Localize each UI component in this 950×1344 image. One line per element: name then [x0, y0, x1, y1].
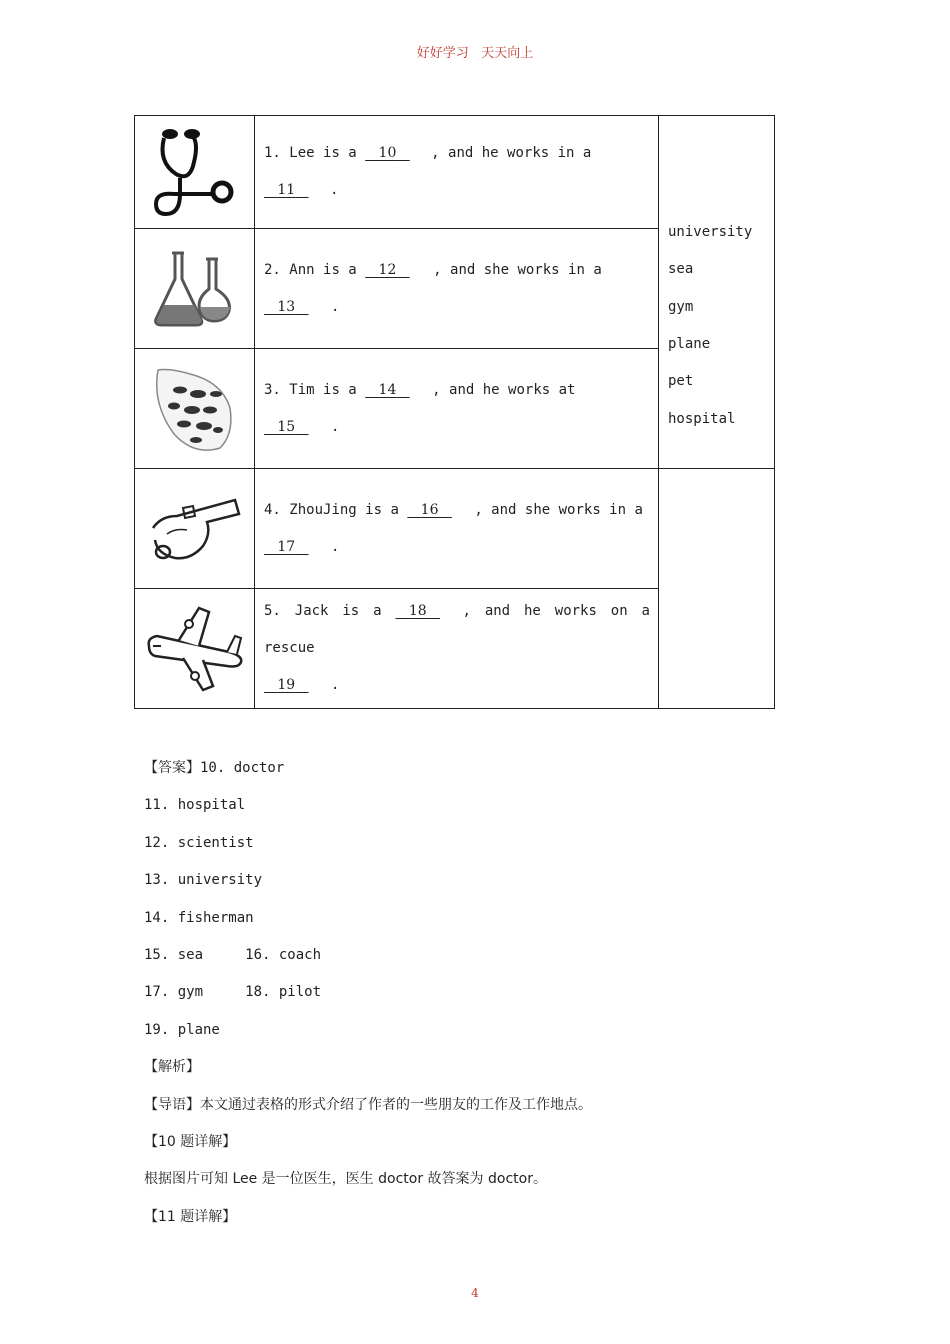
question-text: .	[331, 298, 340, 315]
question-text: , and he works at	[432, 381, 576, 398]
answer-blank[interactable]: 10	[378, 145, 397, 161]
question-text: .	[330, 182, 339, 198]
analysis-label: 【解析】	[144, 1059, 200, 1076]
question-text: , and he works in a	[431, 145, 592, 161]
question-3	[255, 349, 659, 469]
answer-blank[interactable]: 16	[420, 501, 439, 518]
whistle-icon	[147, 494, 243, 564]
answer-blank[interactable]: 19	[277, 677, 296, 693]
question-number: 2.	[264, 261, 281, 278]
word-bank-item: sea	[668, 261, 694, 278]
answer-blank[interactable]: 12	[378, 261, 397, 278]
page-header: 好好学习 天天向上	[416, 46, 534, 61]
answer-blank[interactable]: 18	[408, 603, 427, 619]
picture-cell	[135, 349, 255, 469]
question-number: 5.	[264, 603, 281, 619]
question-text: .	[331, 418, 340, 435]
question-2	[255, 229, 659, 349]
question-text: Ann is a	[289, 261, 357, 278]
answer-line: 13. university	[144, 872, 263, 889]
word-bank	[659, 116, 775, 469]
question-text: .	[331, 677, 340, 693]
answer-section	[144, 750, 592, 1236]
intro-label: 【导语】	[144, 1096, 200, 1113]
answer-line: 11. hospital	[144, 797, 246, 814]
question-4	[255, 469, 659, 589]
question-text: , and she works in a	[474, 501, 643, 518]
intro-line	[144, 1087, 592, 1124]
answer-blank[interactable]: 13	[277, 298, 296, 315]
airplane-icon	[143, 602, 247, 696]
q10-label: 【10 题详解】	[144, 1134, 237, 1151]
question-1	[255, 116, 659, 229]
word-bank-item: plane	[668, 336, 711, 352]
picture-cell	[135, 589, 255, 709]
word-bank-item: pet	[668, 373, 694, 390]
picture-cell	[135, 229, 255, 349]
answer-blank[interactable]: 17	[277, 538, 296, 555]
answer-blank[interactable]: 11	[277, 182, 296, 198]
answer-blank[interactable]: 14	[378, 381, 397, 398]
question-text: Jack is a	[294, 603, 382, 619]
question-text: , and he works on a rescue	[264, 603, 650, 656]
answer-line: 12. scientist	[144, 834, 254, 851]
answer-line: 14. fisherman	[144, 909, 254, 926]
answer-line: 【答案】10. doctor	[144, 760, 285, 776]
stethoscope-icon	[150, 122, 240, 222]
answer-label: 【答案】	[144, 760, 200, 776]
question-5	[255, 589, 659, 709]
question-number: 4.	[264, 501, 281, 518]
picture-cell	[135, 116, 255, 229]
word-bank-item: university	[668, 224, 753, 241]
question-text: Tim is a	[289, 381, 357, 398]
picture-cell	[135, 469, 255, 589]
intro-text: 本文通过表格的形式介绍了作者的一些朋友的工作及工作地点。	[200, 1096, 592, 1113]
answer-line: 15. sea 16. coach	[144, 947, 322, 964]
page-number: 4	[471, 1286, 479, 1300]
empty-cell	[659, 469, 775, 709]
answer-line: 17. gym 18. pilot	[144, 984, 322, 1001]
fish-net-icon	[150, 364, 240, 454]
question-text: .	[331, 538, 340, 555]
word-bank-item: hospital	[668, 410, 736, 427]
question-text: ZhouJing is a	[289, 501, 399, 518]
table-row	[135, 116, 775, 229]
question-text: Lee is a	[289, 145, 357, 161]
lab-flasks-icon	[150, 249, 240, 329]
word-bank-item: gym	[668, 298, 694, 315]
answer-line: 19. plane	[144, 1021, 220, 1038]
answer-blank[interactable]: 15	[277, 418, 296, 435]
q11-label: 【11 题详解】	[144, 1208, 237, 1225]
worksheet-table	[134, 115, 775, 709]
question-number: 3.	[264, 381, 281, 398]
q10-explanation: 根据图片可知 Lee 是一位医生，医生 doctor 故答案为 doctor。	[144, 1171, 547, 1188]
question-number: 1.	[264, 145, 281, 161]
question-text: , and she works in a	[433, 261, 602, 278]
table-row	[135, 469, 775, 589]
